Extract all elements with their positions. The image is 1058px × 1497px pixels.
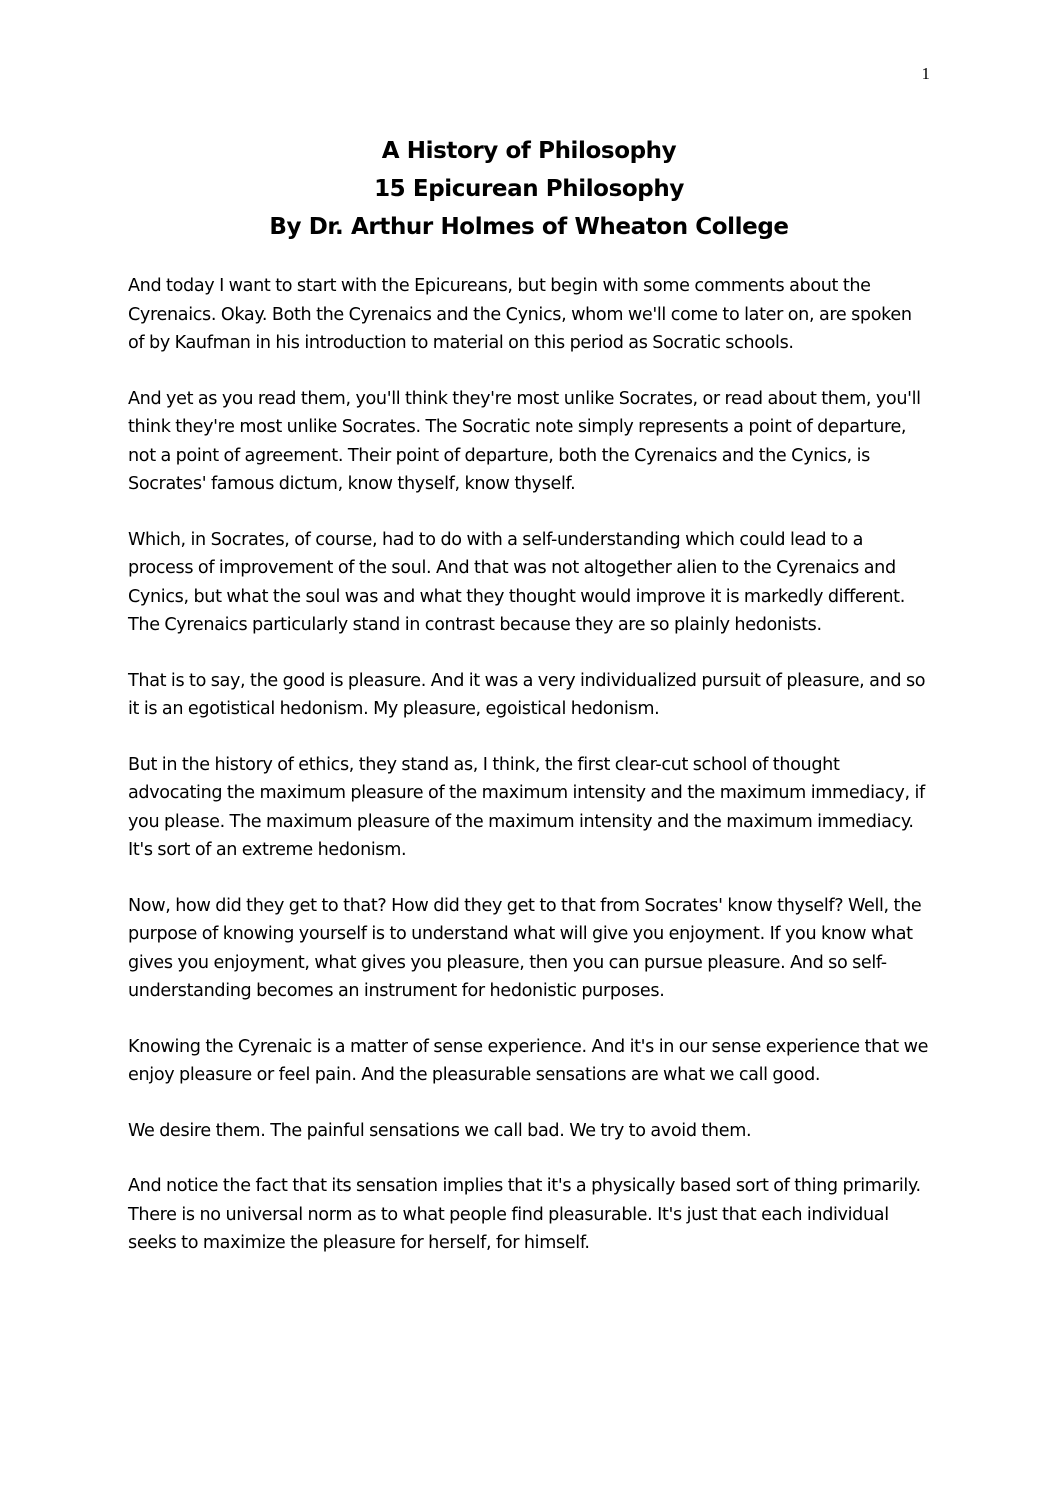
paragraph: And today I want to start with the Epicureans, but begin with some comments about the Cyrenaics. Okay. Both the Cyrenaics and the Cynics, whom we'll come to later on, are spoken of by Kaufman in his introduction to material on this period as Socratic schools. (128, 276, 912, 353)
paragraph: And yet as you read them, you'll think they're most unlike Socrates, or read about them, you'll think they're most unlike Socrates. The Socratic note simply represents a point of departure, not a point of agreement. Their point of departure, both the Cyrenaics and the Cynics, is Socrates' famous dictum, know thyself, know thyself. (128, 388, 921, 494)
title-lecture: 15 Epicurean Philosophy (374, 176, 684, 202)
title-author: By Dr. Arthur Holmes of Wheaton College (269, 214, 789, 240)
page-number: 1 (921, 64, 930, 83)
title-series: A History of Philosophy (381, 138, 677, 164)
paragraph: And notice the fact that its sensation implies that it's a physically based sort of thing primarily. There is no universal norm as to what people find pleasurable. It's just that each individual seeks to maximize the pleasure for herself, for himself. (128, 1176, 921, 1253)
document-body (128, 272, 930, 1285)
document-title (128, 132, 930, 246)
paragraph: Now, how did they get to that? How did they get to that from Socrates' know thyself? Well, the purpose of knowing yourself is to understand what will give you enjoyment. If you know what gives you enjoyment, what gives you pleasure, then you can pursue pleasure. And so self-understanding becomes an instrument for hedonistic purposes. (128, 895, 922, 1001)
paragraph: Which, in Socrates, of course, had to do with a self-understanding which could lead to a process of improvement of the soul. And that was not altogether alien to the Cyrenaics and Cynics, but what the soul was and what they thought would improve it is markedly different. The Cyrenaics particularly stand in contrast because they are so plainly hedonists. (128, 529, 905, 635)
paragraph: Knowing the Cyrenaic is a matter of sense experience. And it's in our sense experience that we enjoy pleasure or feel pain. And the pleasurable sensations are what we call good. (128, 1036, 929, 1085)
paragraph: But in the history of ethics, they stand as, I think, the first clear-cut school of thought advocating the maximum pleasure of the maximum intensity and the maximum immediacy, if you please. The maximum pleasure of the maximum intensity and the maximum immediacy. It's sort of an extreme hedonism. (128, 754, 925, 860)
paragraph: We desire them. The painful sensations we call bad. We try to avoid them. (128, 1120, 752, 1141)
paragraph: That is to say, the good is pleasure. And it was a very individualized pursuit of pleasure, and so it is an egotistical hedonism. My pleasure, egoistical hedonism. (128, 670, 926, 719)
